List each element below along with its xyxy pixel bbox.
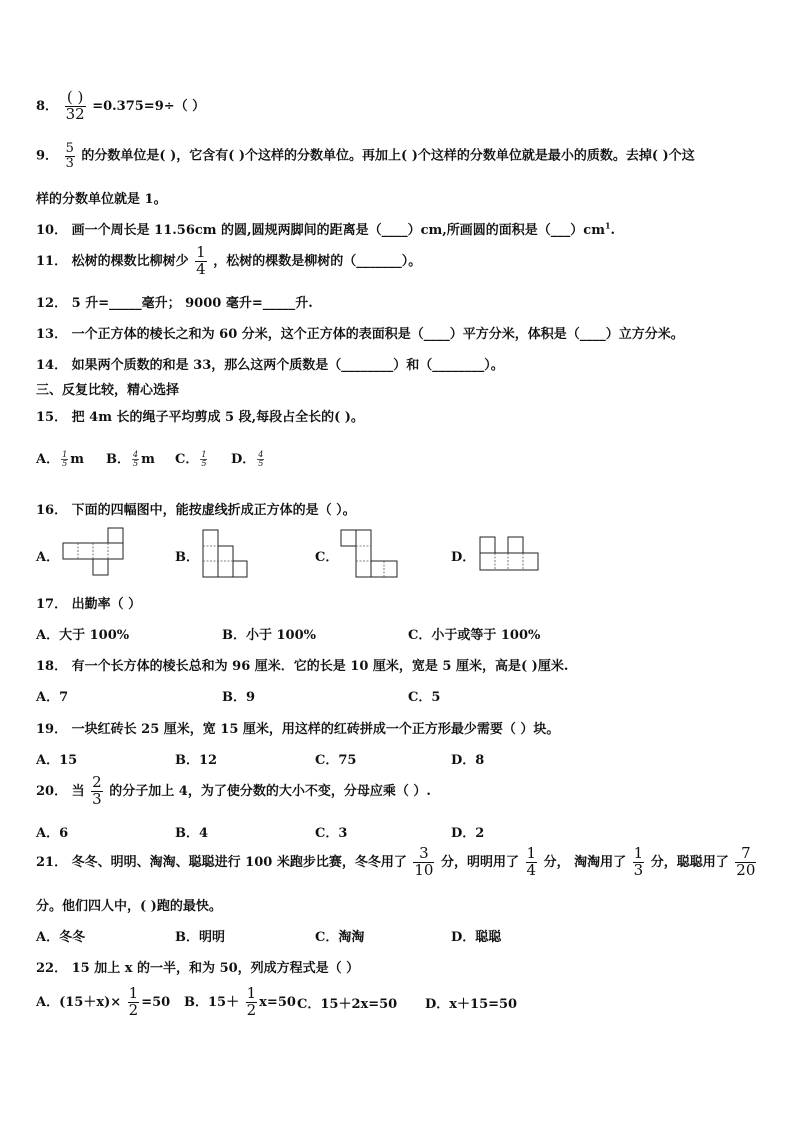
fraction: $\frac{1}{4}$: [196, 243, 206, 278]
question-number: 22．: [36, 961, 68, 976]
question-9-continued: 样的分数单位就是 1。: [36, 192, 167, 207]
fraction: $\frac{1}{3}$: [633, 844, 644, 879]
net-row: [480, 553, 538, 570]
option-d[interactable]: D．x＋15=50: [425, 997, 518, 1012]
question-text: =0.375=9÷（ ）: [92, 98, 206, 114]
question-number: 8．: [36, 98, 59, 114]
option-a[interactable]: A．(15＋x)× $\frac{1}{2}$ =50: [36, 984, 171, 1019]
cube-net-b: [202, 529, 248, 579]
question-20: 20． 当 $\frac{2}{3}$ 的分子加上 4，为了使分数的大小不变，分母应乘（ ）.: [36, 773, 431, 808]
cube-net-d: [479, 536, 539, 572]
question-22: [36, 957, 359, 976]
fraction: $\frac{4}{5}$: [258, 449, 264, 468]
question-12: [36, 292, 313, 311]
option-d[interactable]: D．: [451, 550, 476, 565]
option-c[interactable]: C． $\frac{1}{5}$: [175, 449, 207, 468]
section-heading: 三、反复比较，精心选择: [36, 383, 180, 398]
net-bottom-face: [93, 559, 108, 575]
fraction: $\frac{4}{5}$: [133, 449, 139, 468]
option-d[interactable]: D．聪聪: [451, 930, 502, 945]
option-a[interactable]: A．7: [36, 690, 69, 705]
option-b[interactable]: B．小于 100%: [222, 628, 317, 643]
net-face: [508, 537, 523, 553]
fraction: $\frac{2}{3}$: [92, 773, 102, 808]
option-c[interactable]: C．小于或等于 100%: [408, 628, 541, 643]
option-c[interactable]: C．5: [408, 690, 441, 705]
question-text: 出勤率（ ）: [71, 597, 142, 612]
fraction: $\frac{1}{5}$: [62, 449, 68, 468]
question-number: 12．: [36, 296, 68, 311]
option-c[interactable]: C．75: [315, 753, 357, 768]
fraction: $\frac{1}{5}$: [201, 449, 207, 468]
option-d[interactable]: D．8: [451, 753, 485, 768]
question-10: 10． 画一个周长是 11.56cm 的圆,圆规两脚间的距离是（____）cm,所画圆的面积是$(\_\_\_)cm^1$.: [36, 220, 616, 238]
question-text: 有一个长方体的棱长总和为 96 厘米．它的长是 10 厘米，宽是 5 厘米，高是( )厘米.: [71, 659, 569, 674]
question-number: 21．: [36, 854, 68, 870]
question-number: 17．: [36, 597, 68, 612]
option-c[interactable]: C．: [315, 550, 339, 565]
question-9: [36, 142, 695, 170]
question-15: [36, 406, 364, 425]
question-text: 一块红砖长 25 厘米，宽 15 厘米，用这样的红砖拼成一个正方形最少需要（ ）块。: [71, 722, 560, 737]
option-d[interactable]: D．2: [451, 826, 485, 841]
net-face: [480, 537, 495, 553]
net-column: [218, 546, 233, 577]
option-b[interactable]: B．12: [175, 753, 218, 768]
option-b[interactable]: B． $\frac{4}{5}$ m: [106, 449, 155, 468]
question-11: 11． 松树的棵数比柳树少 $\frac{1}{4}$ ，松树的棵数是柳树的（_______）。: [36, 243, 422, 278]
question-number: 13．: [36, 327, 68, 342]
option-a[interactable]: A．: [36, 550, 60, 565]
net-column: [356, 530, 371, 577]
question-text: 画一个周长是 11.56cm 的圆,圆规两脚间的距离是（____）cm,所画圆的面积是（___）cm: [71, 223, 605, 238]
option-a[interactable]: A．大于 100%: [36, 628, 130, 643]
question-21-continued: 分。他们四人中，( )跑的最快。: [36, 899, 222, 914]
question-text: 把 4m 长的绳子平均剪成 5 段,每段占全长的( )。: [71, 410, 364, 425]
question-number: 11．: [36, 253, 68, 269]
question-number: 18．: [36, 659, 68, 674]
question-number: 14．: [36, 358, 68, 373]
option-d[interactable]: D． $\frac{4}{5}$: [231, 449, 264, 468]
option-c[interactable]: C．15＋2x=50: [297, 997, 398, 1012]
net-column: [203, 530, 218, 577]
fraction: $\frac{1}{2}$: [246, 984, 257, 1019]
fraction: $\frac{5}{3}$: [65, 141, 74, 171]
question-text: 一个正方体的棱长之和为 60 分米，这个正方体的表面积是（____）平方分米，体积是（____）立方分米。: [71, 327, 684, 342]
question-17: [36, 593, 141, 612]
net-face: [233, 561, 247, 577]
question-number: 19．: [36, 722, 68, 737]
question-18: [36, 655, 568, 674]
fraction: ( ) 32: [65, 88, 85, 123]
net-top-face: [108, 528, 123, 543]
fraction: $\frac{7}{20}$: [736, 844, 756, 879]
option-b[interactable]: B．9: [222, 690, 256, 705]
question-number: 10．: [36, 223, 68, 238]
question-16: [36, 499, 356, 518]
fraction: $\frac{3}{10}$: [414, 844, 434, 879]
question-text: 如果两个质数的和是 33，那么这两个质数是（________）和（________）。: [71, 358, 504, 373]
question-text: 5 升=_____毫升； 9000 毫升=_____升.: [71, 296, 313, 311]
question-8: [36, 90, 205, 123]
option-a[interactable]: A． $\frac{1}{5}$ m: [36, 449, 84, 468]
option-c[interactable]: C．淘淘: [315, 930, 365, 945]
net-face: [341, 530, 356, 546]
option-a[interactable]: A．冬冬: [36, 930, 86, 945]
question-number: 20．: [36, 783, 68, 799]
question-number: 9．: [36, 148, 59, 164]
option-b[interactable]: B．4: [175, 826, 209, 841]
question-13: [36, 323, 684, 342]
question-text: 下面的四幅图中，能按虚线折成正方体的是（ ）。: [71, 503, 356, 518]
question-text: 15 加上 x 的一半，和为 50，列成方程式是（ ）: [71, 961, 360, 976]
question-14: [36, 354, 504, 373]
question-text: 的分数单位是( )，它含有( )个这样的分数单位。再加上( )个这样的分数单位就是最小的质数。去掉( )个这: [81, 148, 695, 164]
question-21: 21． 冬冬、明明、淘淘、聪聪进行 100 米跑步比赛，冬冬用了 $\frac{3}{10}$ 分，明明用了 $\frac{1}{4}$ 分， 淘淘用了 $\frac{1}{3}$ 分，聪聪用了 $\frac{7}{20}$: [36, 844, 756, 879]
question-number: 15．: [36, 410, 68, 425]
option-a[interactable]: A．15: [36, 753, 78, 768]
fraction: $\frac{1}{4}$: [526, 844, 537, 879]
cube-net-a: [62, 527, 124, 577]
question-number: 16．: [36, 503, 68, 518]
fraction: $\frac{1}{2}$: [128, 984, 139, 1019]
option-b[interactable]: B．: [175, 550, 199, 565]
question-19: [36, 718, 559, 737]
cube-net-c: [340, 529, 398, 579]
option-c[interactable]: C．3: [315, 826, 348, 841]
option-b[interactable]: B．明明: [175, 930, 225, 945]
option-b[interactable]: B．15＋ $\frac{1}{2}$ x=50: [184, 984, 296, 1019]
option-a[interactable]: A．6: [36, 826, 69, 841]
